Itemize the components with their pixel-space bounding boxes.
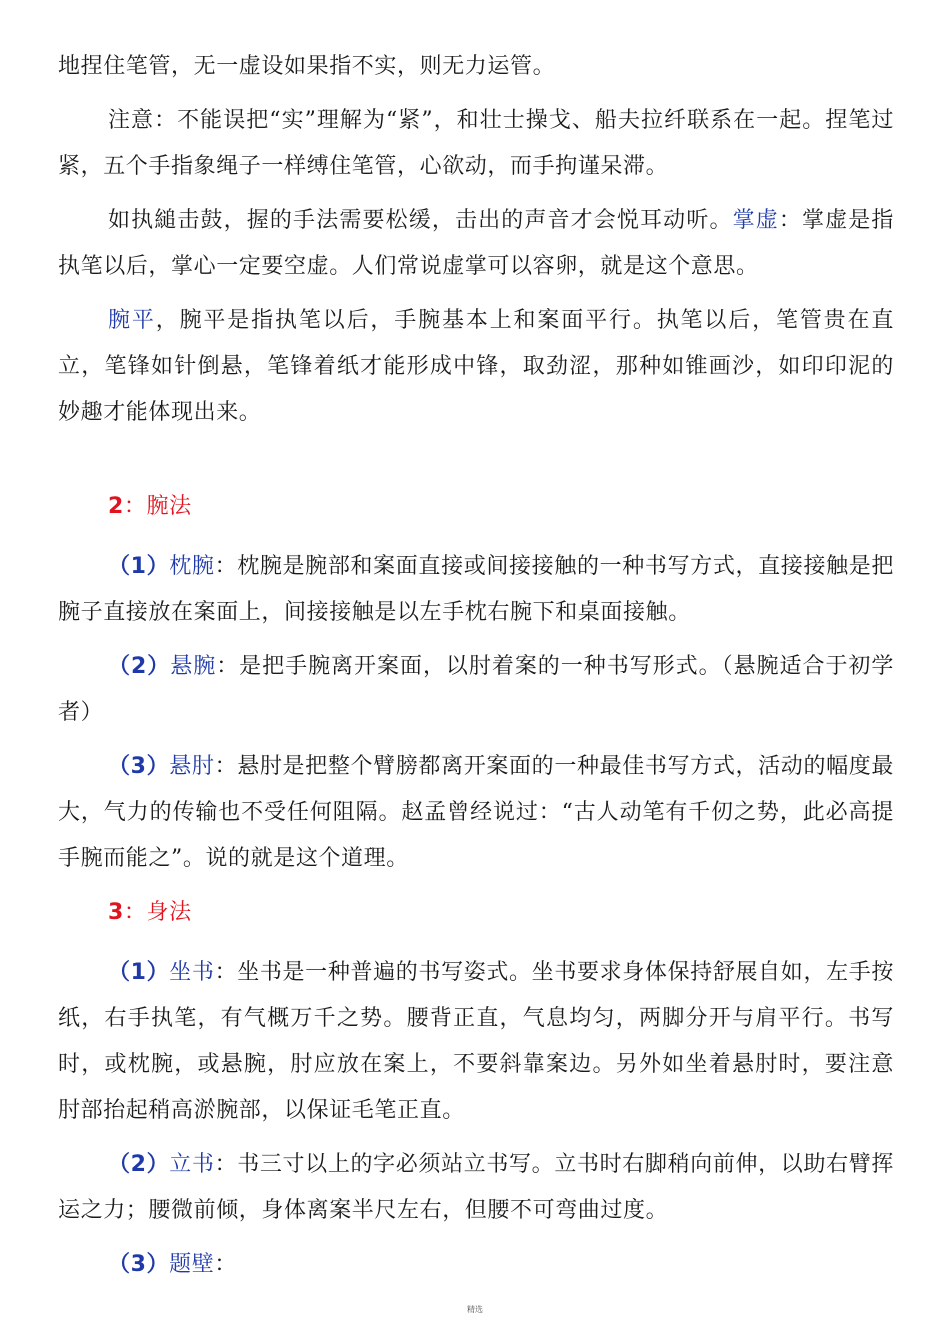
- item-text: ：: [214, 1252, 237, 1277]
- list-item: [58, 644, 894, 736]
- term-wrist-flat: 腕平: [108, 308, 156, 333]
- section-number: 3: [108, 900, 124, 925]
- paragraph-text: ：掌虚是指执笔以后，掌心一定要空虚。人们常说虚掌可以容卵，就是这个意思。: [58, 208, 894, 279]
- item-text: ：是把手腕离开案面，以肘着案的一种书写形式。（悬腕适合于初学者）: [58, 654, 894, 725]
- paragraph-text: 注意：不能误把“实”理解为“紧”，和壮士操戈、船夫拉纤联系在一起。捏笔过紧，五个手指象绳子一样缚住笔管，心欲动，而手拘谨呆滞。: [58, 108, 894, 179]
- item-number: （1）: [108, 554, 170, 579]
- item-term: 题壁: [169, 1252, 215, 1277]
- list-item: [58, 950, 894, 1134]
- section-number: 2: [108, 494, 124, 519]
- paragraph-text: ，腕平是指执笔以后，手腕基本上和案面平行。执笔以后，笔管贵在直立，笔锋如针倒悬，笔锋着纸才能形成中锋，取劲涩，那种如锥画沙，如印印泥的妙趣才能体现出来。: [58, 308, 894, 425]
- item-number: （1）: [108, 960, 170, 985]
- item-text: ：枕腕是腕部和案面直接或间接接触的一种书写方式，直接接触是把腕子直接放在案面上，间接接触是以左手枕右腕下和桌面接触。: [58, 554, 895, 625]
- paragraph-text: 如执縋击鼓，握的手法需要松缓，击出的声音才会悦耳动听。: [108, 208, 733, 233]
- section-title: ：腕法: [123, 494, 192, 519]
- paragraph-grip: [58, 44, 894, 90]
- item-number: （3）: [108, 1252, 170, 1277]
- item-term: 立书: [169, 1152, 215, 1177]
- item-text: ：书三寸以上的字必须站立书写。立书时右脚稍向前伸，以助右臂挥运之力；腰微前倾，身体离案半尺左右，但腰不可弯曲过度。: [58, 1152, 895, 1223]
- item-term: 悬腕: [170, 654, 217, 679]
- list-item: [58, 544, 894, 636]
- item-number: （2）: [108, 1152, 170, 1177]
- item-term: 枕腕: [169, 554, 215, 579]
- list-item: [58, 1142, 894, 1234]
- section-heading-wrist-method: [58, 484, 894, 530]
- paragraph-palm-empty: [58, 198, 894, 290]
- section-title: ：身法: [123, 900, 192, 925]
- item-term: 悬肘: [169, 754, 215, 779]
- item-number: （3）: [108, 754, 170, 779]
- section-heading-body-method: [58, 890, 894, 936]
- term-palm-empty: 掌虚: [732, 208, 779, 233]
- list-item: [58, 1242, 894, 1288]
- item-number: （2）: [108, 654, 171, 679]
- document-body: [58, 44, 894, 1288]
- item-text: ：悬肘是把整个臂膀都离开案面的一种最佳书写方式，活动的幅度最大，气力的传输也不受任何阻隔。赵孟曾经说过：“古人动笔有千仞之势，此必高提手腕而能之”。说的就是这个道理。: [58, 754, 895, 871]
- paragraph-wrist-flat: [58, 298, 894, 436]
- item-term: 坐书: [169, 960, 215, 985]
- list-item: [58, 744, 894, 882]
- item-text: ：坐书是一种普遍的书写姿式。坐书要求身体保持舒展自如，左手按纸，右手执笔，有气概万千之势。腰背正直，气息均匀，两脚分开与肩平行。书写时，或枕腕，或悬腕，肘应放在案上，不要斜靠案边。另外如坐着悬肘时，要注意肘部抬起稍高淤腕部，以保证毛笔正直。: [58, 960, 895, 1123]
- paragraph-text: 地捏住笔管，无一虚设如果指不实，则无力运管。: [58, 54, 556, 79]
- paragraph-caution: [58, 98, 894, 190]
- footer-mark: 精选: [467, 1305, 483, 1314]
